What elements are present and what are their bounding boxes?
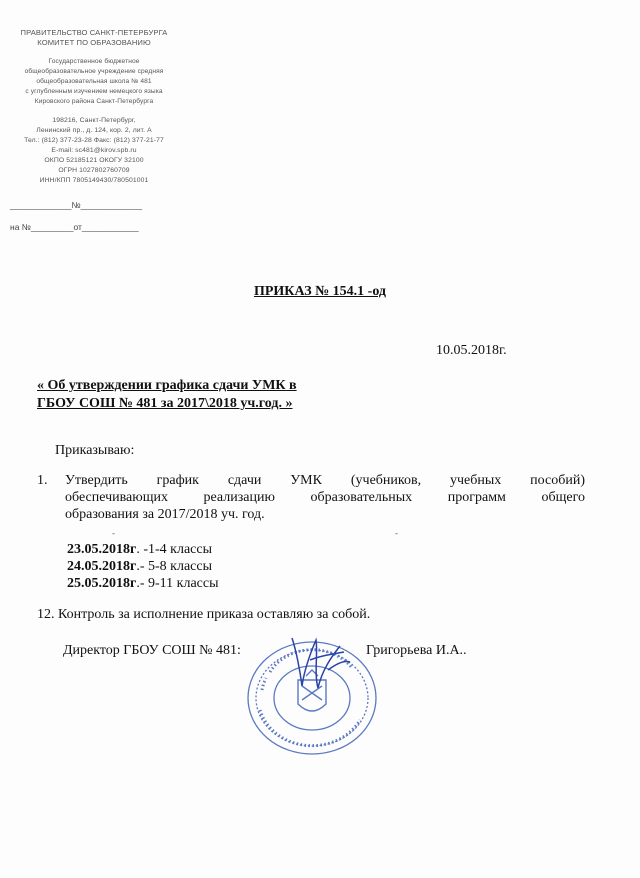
reference-number-line: на №_________от____________ xyxy=(10,222,139,232)
schedule-date: 24.05.2018г xyxy=(67,559,137,574)
schedule-row xyxy=(67,541,219,558)
signer-name: Григорьева И.А.. xyxy=(366,643,467,658)
decree-word: Приказываю: xyxy=(55,443,135,458)
stray-mark: - xyxy=(112,528,115,538)
order-title: ПРИКАЗ № 154.1 -од xyxy=(253,284,387,299)
letterhead-line: Государственное бюджетное xyxy=(48,58,140,65)
subject-line: « Об утверждении графика сдачи УМК в xyxy=(37,378,297,393)
schedule-row xyxy=(67,575,219,592)
letterhead-line: Ленинский пр., д. 124, кор. 2, лит. А xyxy=(36,127,152,134)
schedule-row xyxy=(67,558,219,575)
letterhead-line: Тел.: (812) 377-23-28 Факс: (812) 377-21-77 xyxy=(24,137,164,144)
schedule-date: 25.05.2018г xyxy=(67,576,137,591)
schedule-date: 23.05.2018г xyxy=(67,542,137,557)
order-subject xyxy=(37,377,297,413)
signer-title: Директор ГБОУ СОШ № 481: xyxy=(63,643,241,658)
letterhead-line: КОМИТЕТ ПО ОБРАЗОВАНИЮ xyxy=(37,38,151,47)
letterhead-line: общеобразовательная школа № 481 xyxy=(36,78,152,85)
letterhead-line: ОГРН 1027802760709 xyxy=(58,167,130,174)
registration-number-line: _____________№_____________ xyxy=(10,200,143,210)
order-date: 10.05.2018г. xyxy=(436,343,507,358)
schedule-list xyxy=(67,541,219,592)
letterhead-line: ИНН/КПП 7805149430/780501001 xyxy=(39,177,149,184)
item-text-line: образования за 2017/2018 уч. год. xyxy=(65,507,265,522)
letterhead-line: с углубленным изучением немецкого языка xyxy=(25,88,163,95)
official-seal-stamp xyxy=(240,630,390,760)
order-item-2: 12. Контроль за исполнение приказа оставляю за собой. xyxy=(37,607,371,622)
subject-line: ГБОУ СОШ № 481 за 2017\2018 уч.год. » xyxy=(37,396,293,411)
letterhead-line: E-mail: sc481@kirov.spb.ru xyxy=(51,147,137,154)
letterhead-line: Кировского района Санкт-Петербурга xyxy=(34,98,154,105)
item-text xyxy=(65,472,585,523)
stray-mark: - xyxy=(395,528,398,538)
schedule-classes: .- 5-8 классы xyxy=(136,559,213,574)
schedule-classes: .- 9-11 классы xyxy=(136,576,219,591)
item-text-line: обеспечивающих реализацию образовательных программ общего xyxy=(65,490,585,505)
letterhead-line: ПРАВИТЕЛЬСТВО САНКТ-ПЕТЕРБУРГА xyxy=(20,28,168,37)
item-number: 1. xyxy=(37,473,48,488)
letterhead xyxy=(8,28,180,186)
letterhead-line: общеобразовательное учреждение средняя xyxy=(24,68,164,75)
letterhead-line: 198216, Санкт-Петербург, xyxy=(52,117,136,124)
item-text-line: Утвердить график сдачи УМК (учебников, учебных пособий) xyxy=(65,473,585,488)
letterhead-line: ОКПО 52185121 ОКОГУ 32100 xyxy=(44,157,144,164)
schedule-classes: . -1-4 классы xyxy=(136,542,213,557)
